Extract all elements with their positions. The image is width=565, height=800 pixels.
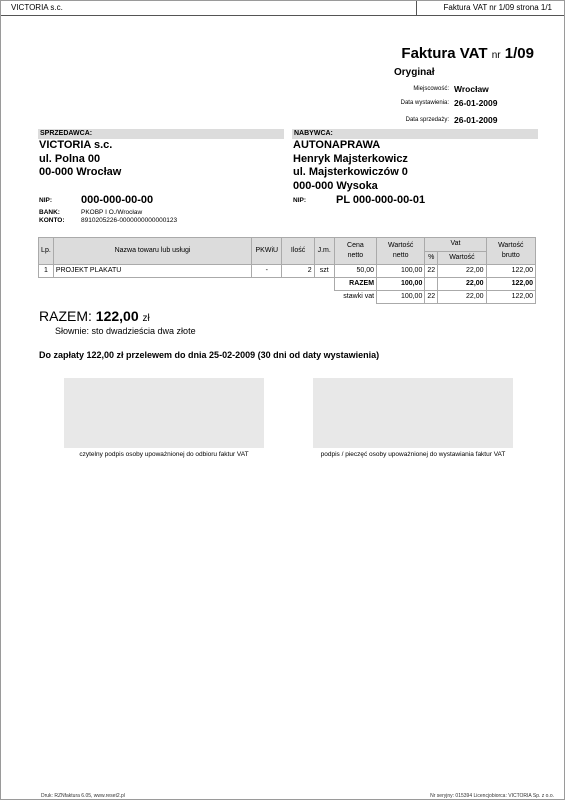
total-vat-val: 22,00 [438,278,486,291]
buyer-company: AUTONAPRAWA [293,139,381,151]
seller-bank-value: PKOBP I O./Wrocław [81,209,143,216]
col-name: Nazwa towaru lub usługi [53,238,251,265]
row-gross: 122,00 [486,265,535,278]
total-gross: 122,00 [486,278,535,291]
seller-nip-label: NIP: [39,197,52,204]
table-header-row [39,238,536,252]
buyer-nip-value: PL 000-000-00-01 [336,194,426,206]
total-net: 100,00 [377,278,425,291]
col-vat-pct: % [425,251,438,265]
seller-bank-label: BANK: [39,209,60,216]
header-company: VICTORIA s.c. [11,3,63,12]
row-price: 50,00 [334,265,376,278]
row-qty: 2 [282,265,314,278]
rates-label: stawki vat [343,293,375,301]
rates-spacer [39,291,335,304]
total-label: RAZEM [334,278,376,291]
buyer-street: ul. Majsterkowiczów 0 [293,166,408,178]
col-gross [486,238,535,265]
sale-date-label: Data sprzedaży: [405,117,449,123]
buyer-person: Henryk Majsterkowicz [293,152,408,165]
sale-date-value: 26-01-2009 [454,115,498,125]
col-net [377,238,425,265]
col-pkwiu: PKWiU [252,238,282,265]
footer-left: Druk: RZNfaktura 6.05, www.reset2.pl [41,793,125,799]
col-price-l2: netto [347,252,364,259]
rates-vat-val: 22,00 [438,291,486,304]
row-unit: szt [314,265,334,278]
row-pkwiu: - [252,265,282,278]
row-vat-pct: 22 [425,265,438,278]
signature-caption-issuer: podpis / pieczęć osoby upoważnionej do wystawiania faktur VAT [320,451,506,458]
col-net-l1: Wartość [387,242,414,249]
col-unit: J.m. [314,238,334,265]
seller-band: SPRZEDAWCA: [38,129,284,139]
col-price [334,238,376,265]
buyer-block [293,139,408,193]
invoice-title-prefix: Faktura VAT [401,45,488,62]
seller-account-value: 8910205226-0000000000000123 [81,217,178,224]
total-summary [39,308,150,324]
rates-gross: 122,00 [486,291,535,304]
items-table [38,237,536,304]
invoice-copy-type: Oryginał [394,67,435,78]
signature-box-issuer [313,378,513,448]
seller-street: ul. Polna 00 [39,152,101,165]
place-value: Wrocław [454,84,489,94]
col-net-l2: netto [392,252,409,259]
invoice-number: 1/09 [504,45,534,62]
issue-date-label: Data wystawienia: [400,100,449,106]
row-vat-val: 22,00 [438,265,486,278]
buyer-city: 000-000 Wysoka [293,179,378,192]
razem-amount: 122,00 [95,308,139,324]
buyer-nip-label: NIP: [293,197,306,204]
footer-right: Nr seryjny: 015394 Licencjobiorca: VICTORIA Sp. z o.o. [430,793,554,799]
rates-net: 100,00 [377,291,425,304]
row-name: PROJEKT PLAKATU [53,265,251,278]
total-row [39,278,536,291]
payment-terms: Do zapłaty 122,00 zł przelewem do dnia 25-02-2009 (30 dni od daty wystawienia) [39,350,380,360]
amount-in-words: Słownie: sto dwadzieścia dwa złote [55,326,196,336]
razem-label: RAZEM: [39,308,92,324]
col-qty: Ilość [282,238,314,265]
col-vat: Vat [425,238,486,252]
col-price-l1: Cena [347,242,364,249]
invoice-nr-label: nr [491,50,501,61]
seller-block [39,139,121,180]
seller-account-label: KONTO: [39,217,65,224]
buyer-band: NABYWCA: [292,129,538,139]
col-gross-l1: Wartość [498,242,524,249]
seller-city: 00-000 Wrocław [39,166,122,178]
rates-vat-pct: 22 [425,291,438,304]
page-header [1,1,564,16]
col-lp: Lp. [39,238,54,265]
col-gross-l2: brutto [501,252,520,259]
header-page-info: Faktura VAT nr 1/09 strona 1/1 [443,3,552,12]
row-lp: 1 [39,265,54,278]
total-spacer [39,278,335,291]
signature-caption-receiver: czytelny podpis osoby upoważnionej do odbioru faktur VAT [79,451,249,458]
razem-currency: zł [142,313,150,324]
seller-name: VICTORIA s.c. [39,139,113,151]
rates-row [39,291,536,304]
col-vat-val: Wartość [438,251,486,265]
table-row [39,265,536,278]
total-vat-pct [425,278,438,291]
invoice-title [401,45,534,62]
signature-box-receiver [64,378,264,448]
row-net: 100,00 [377,265,425,278]
place-label: Miejscowość: [413,86,449,92]
seller-nip-value: 000-000-00-00 [81,194,154,206]
header-divider [416,1,417,15]
issue-date-value: 26-01-2009 [454,98,498,108]
